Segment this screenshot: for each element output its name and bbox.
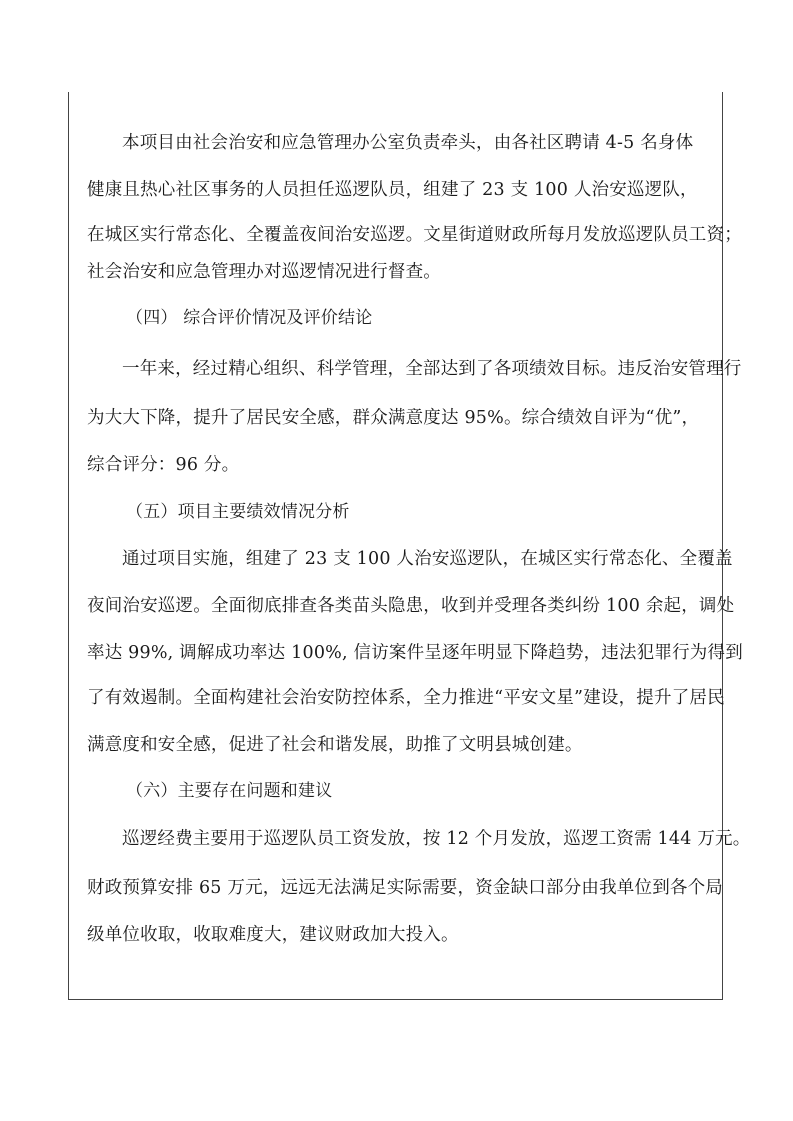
paragraph-line: 率达 99%, 调解成功率达 100%, 信访案件呈逐年明显下降趋势，违法犯罪行为得到: [87, 643, 743, 663]
section-heading: （六）主要存在问题和建议: [126, 781, 333, 801]
section-heading: （四） 综合评价情况及评价结论: [126, 308, 373, 328]
paragraph-line: 健康且热心社区事务的人员担任巡逻队员，组建了 23 支 100 人治安巡逻队，: [87, 180, 698, 200]
section-heading: （五）项目主要绩效情况分析: [126, 502, 350, 522]
paragraph-line: 一年来，经过精心组织、科学管理，全部达到了各项绩效目标。违反治安管理行: [122, 359, 742, 379]
paragraph-line: 财政预算安排 65 万元，远远无法满足实际需要，资金缺口部分由我单位到各个局: [87, 878, 723, 898]
paragraph-line: 综合评分：96 分。: [87, 455, 240, 475]
paragraph-line: 本项目由社会治安和应急管理办公室负责牵头，由各社区聘请 4-5 名身体: [122, 133, 694, 153]
paragraph-line: 夜间治安巡逻。全面彻底排查各类苗头隐患，收到并受理各类纠纷 100 余起，调处: [87, 596, 735, 616]
paragraph-line: 了有效遏制。全面构建社会治安防控体系，全力推进“平安文星”建设，提升了居民: [87, 688, 725, 708]
paragraph-line: 在城区实行常态化、全覆盖夜间治安巡逻。文星街道财政所每月发放巡逻队员工资；: [87, 225, 742, 245]
paragraph-line: 社会治安和应急管理办对巡逻情况进行督查。: [87, 262, 441, 282]
paragraph-line: 通过项目实施，组建了 23 支 100 人治安巡逻队，在城区实行常态化、全覆盖: [122, 549, 733, 569]
paragraph-line: 为大大下降，提升了居民安全感，群众满意度达 95%。综合绩效自评为“优”，: [87, 408, 700, 428]
paragraph-line: 巡逻经费主要用于巡逻队员工资发放，按 12 个月发放，巡逻工资需 144 万元。: [122, 829, 751, 849]
paragraph-line: 满意度和安全感，促进了社会和谐发展，助推了文明县城创建。: [87, 735, 583, 755]
paragraph-line: 级单位收取，收取难度大，建议财政加大投入。: [87, 925, 459, 945]
